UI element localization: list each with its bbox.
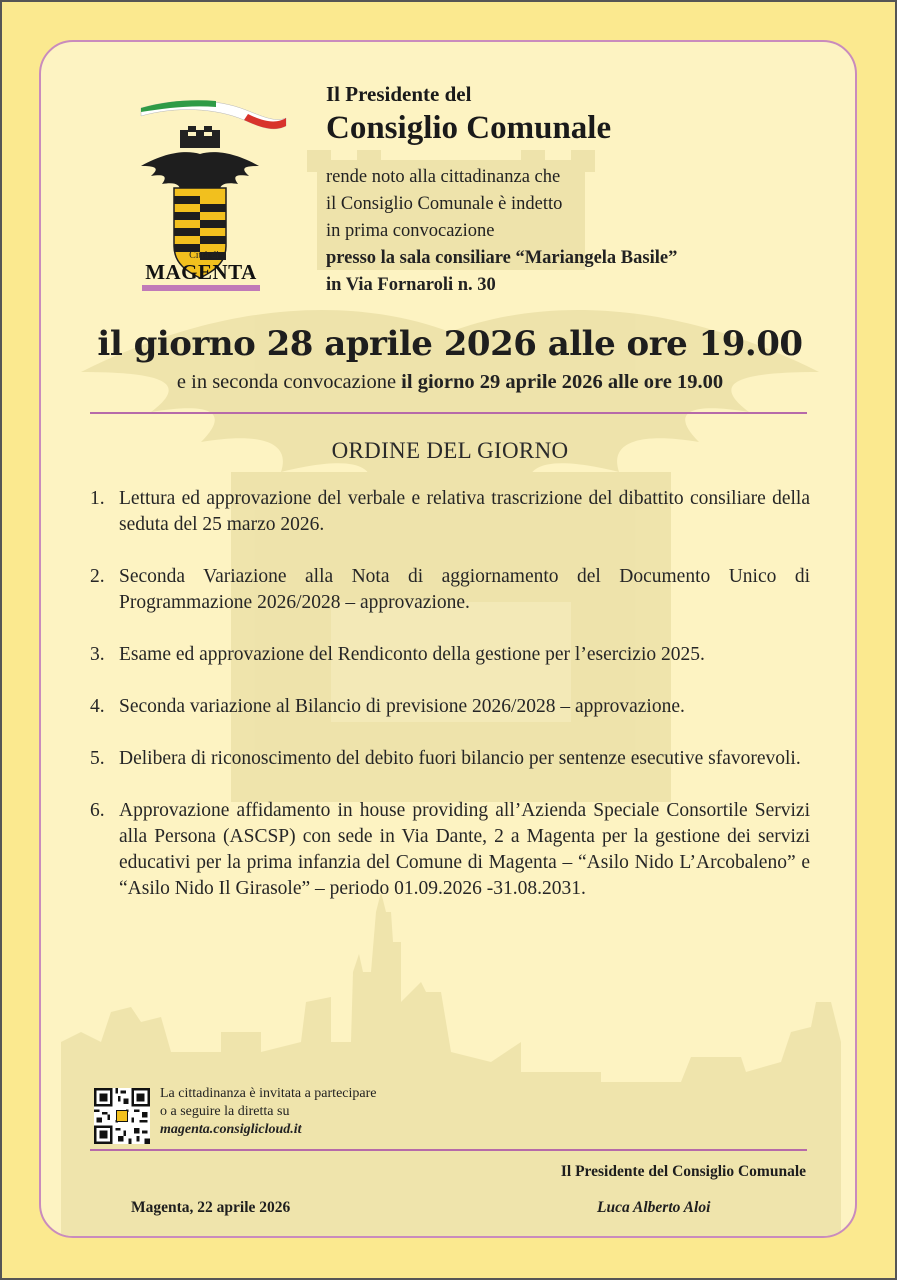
agenda-item-text: Delibera di riconoscimento del debito fuori bilancio per sentenze esecutive sfavorevoli. bbox=[119, 748, 801, 769]
agenda-item-text: Seconda variazione al Bilancio di previsione 2026/2028 – approvazione. bbox=[119, 696, 685, 717]
qr-code-icon[interactable] bbox=[94, 1088, 150, 1144]
divider-bottom bbox=[90, 1149, 807, 1151]
agenda-item-text: Lettura ed approvazione del verbale e relativa trascrizione del dibattito consiliare della seduta del 25 marzo 2026. bbox=[119, 488, 810, 535]
eagle-icon bbox=[141, 152, 259, 192]
invite-line: La cittadinanza è invitata a partecipare bbox=[160, 1086, 377, 1101]
place-date: Magenta, 22 aprile 2026 bbox=[131, 1199, 291, 1216]
header-line1: Il Presidente del bbox=[326, 82, 472, 106]
agenda-item-number: 2. bbox=[90, 566, 105, 587]
first-convocation-date: il giorno 28 aprile 2026 alle ore 19.00 bbox=[97, 324, 803, 364]
agenda-item-text: Esame ed approvazione del Rendiconto della gestione per l’esercizio 2025. bbox=[119, 644, 705, 665]
second-convocation-prefix: e in seconda convocazione bbox=[176, 371, 402, 393]
agenda-item bbox=[90, 486, 810, 538]
agenda-item-number: 3. bbox=[90, 644, 105, 665]
invite-text bbox=[160, 1085, 376, 1139]
intro-address: in Via Fornaroli n. 30 bbox=[326, 275, 496, 295]
agenda-item bbox=[90, 694, 810, 720]
signature-title: Il Presidente del Consiglio Comunale bbox=[560, 1163, 806, 1180]
agenda-item-number: 4. bbox=[90, 696, 105, 717]
agenda-title: ORDINE DEL GIORNO bbox=[331, 438, 569, 463]
city-name-underline bbox=[142, 285, 260, 291]
agenda-item-number: 5. bbox=[90, 748, 105, 769]
agenda-item-text: Seconda Variazione alla Nota di aggiornamento del Documento Unico di Programmazione 2026/2028 – approvazione. bbox=[119, 566, 810, 613]
agenda-item bbox=[90, 642, 810, 668]
divider-top bbox=[90, 412, 807, 414]
skyline-watermark bbox=[61, 892, 841, 1238]
intro-venue: presso la sala consiliare “Mariangela Basile” bbox=[326, 248, 678, 268]
agenda-item-number: 1. bbox=[90, 488, 105, 509]
city-caption: Città di bbox=[189, 250, 219, 261]
agenda-list bbox=[90, 486, 810, 902]
second-convocation-date: il giorno 29 aprile 2026 alle ore 19.00 bbox=[401, 371, 724, 393]
city-name: MAGENTA bbox=[145, 260, 257, 284]
intro-line: in prima convocazione bbox=[326, 221, 495, 241]
signature-name: Luca Alberto Aloi bbox=[597, 1199, 711, 1216]
intro-line: rende noto alla cittadinanza che bbox=[326, 167, 561, 187]
agenda-item bbox=[90, 564, 810, 616]
header-title: Consiglio Comunale bbox=[326, 110, 612, 146]
intro-line: il Consiglio Comunale è indetto bbox=[326, 194, 563, 214]
invite-line: o a seguire la diretta su bbox=[160, 1104, 290, 1119]
agenda-item bbox=[90, 746, 810, 772]
second-convocation bbox=[41, 371, 857, 394]
notice-card bbox=[39, 40, 857, 1238]
agenda-item-text: Approvazione affidamento in house providing all’Azienda Speciale Consortile Servizi alla Persona (ASCSP) con sede in Via Dante, 2 a Magenta per la gestione dei servizi educativi per la prima infanzia del Comune di Magenta – “Asilo Nido L’Arcobaleno” e “Asilo Nido Il Girasole” – periodo 01.09.2026 -31.08.2031. bbox=[119, 800, 810, 899]
intro-text bbox=[326, 164, 677, 299]
agenda-item bbox=[90, 798, 810, 902]
agenda-item-number: 6. bbox=[90, 800, 105, 821]
stream-link[interactable]: magenta.consiglicloud.it bbox=[160, 1122, 302, 1137]
